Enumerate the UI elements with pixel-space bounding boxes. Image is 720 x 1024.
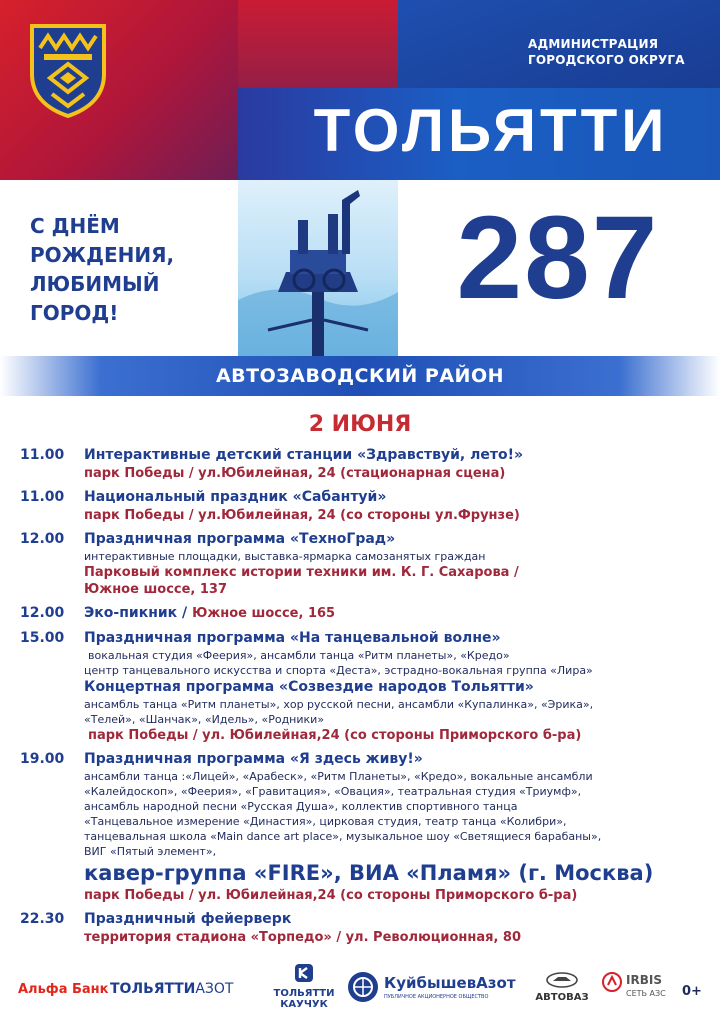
- event-item: [20, 530, 710, 598]
- city-title: ТОЛЬЯТТИ: [313, 97, 669, 164]
- event-title: Праздничная программа «На танцевальной волне»: [84, 630, 501, 646]
- alfa-bank-logo: Альфа Банк: [18, 982, 109, 997]
- event-item: [20, 488, 710, 524]
- event-description: вокальная студия «Феерия», ансамбли танца «Ритм планеты», «Кредо»: [88, 649, 510, 662]
- admin-line-2: ГОРОДСКОГО ОКРУГА: [528, 53, 685, 67]
- event-description: «Телей», «Шанчак», «Идель», «Родники»: [84, 713, 325, 726]
- event-time: 11.00: [20, 489, 65, 505]
- event-item: [20, 446, 710, 482]
- event-title: Праздничная программа «Я здесь живу!»: [84, 751, 423, 767]
- event-title-line: [84, 604, 710, 623]
- kauchuk-line-1: ТОЛЬЯТТИ: [273, 988, 335, 999]
- anniversary-number: 287: [456, 192, 660, 324]
- event-location: парк Победы / ул.Юбилейная, 24 (стационарная сцена): [84, 466, 506, 481]
- greeting-line-1: С ДНЁМ: [30, 214, 120, 238]
- age-rating: 0+: [682, 984, 702, 999]
- lada-boat-icon: [545, 972, 579, 988]
- kuibyshevazot-subtitle: ПУБЛИЧНОЕ АКЦИОНЕРНОЕ ОБЩЕСТВО: [384, 994, 489, 1000]
- event-location-continued: Южное шоссе, 137: [84, 582, 228, 597]
- avtovaz-name: АВТОВАЗ: [535, 992, 589, 1003]
- togliattiazot-part-2: АЗОТ: [195, 981, 234, 997]
- event-time: 12.00: [20, 605, 65, 621]
- event-item: [20, 750, 710, 904]
- event-description: центр танцевального искусства и спорта «Деста», эстрадно-вокальная группа «Лира»: [84, 664, 593, 677]
- event-description: ансамбль народной песни «Русская Душа», коллектив спортивного танца: [84, 800, 518, 813]
- event-location: парк Победы / ул.Юбилейная, 24 (со стороны ул.Фрунзе): [84, 508, 520, 523]
- kuibyshevazot-emblem-icon: [346, 970, 380, 1004]
- event-location: Парковый комплекс истории техники им. К. Г. Сахарова /: [84, 565, 519, 580]
- event-title: Эко-пикник: [84, 605, 178, 621]
- event-title: Праздничная программа «ТехноГрад»: [84, 531, 396, 547]
- event-description: «Калейдоскоп», «Феерия», «Гравитация», «Овация», театральная студия «Триумф»,: [84, 785, 582, 798]
- event-location: парк Победы / ул. Юбилейная,24 (со стороны Приморского б-ра): [88, 728, 582, 743]
- irbis-name: IRBIS: [626, 973, 662, 987]
- title-separator: /: [177, 605, 193, 621]
- event-time: 11.00: [20, 447, 65, 463]
- irbis-emblem-icon: [602, 972, 622, 992]
- headliner-title: кавер-группа «FIRE», ВИА «Пламя» (г. Москва): [84, 861, 654, 885]
- irbis-subtitle: СЕТЬ АЗС: [626, 989, 666, 998]
- monument-illustration-icon: [238, 180, 398, 356]
- togliattiazot-part-1: ТОЛЬЯТТИ: [110, 981, 196, 997]
- event-description: интерактивные площадки, выставка-ярмарка самозанятых граждан: [84, 550, 486, 563]
- event-description: ансамбли танца :«Лицей», «Арабеск», «Ритм Планеты», «Кредо», вокальные ансамбли: [84, 770, 593, 783]
- administration-label: [528, 36, 685, 68]
- event-schedule: [20, 446, 710, 952]
- district-banner: [0, 356, 720, 396]
- event-description: ансамбль танца «Ритм планеты», хор русской песни, ансамбли «Купалинка», «Эрика»,: [84, 698, 594, 711]
- greeting-line-2: РОЖДЕНИЯ,: [30, 243, 175, 267]
- event-item: [20, 604, 710, 623]
- city-coat-of-arms-icon: [28, 22, 108, 118]
- togliattikauchuk-logo: [270, 962, 338, 1010]
- greeting-line-4: ГОРОД!: [30, 301, 119, 325]
- togliattiazot-logo: [110, 981, 233, 997]
- sponsor-logos: [18, 960, 708, 1014]
- event-date: 2 ИЮНЯ: [308, 412, 412, 437]
- kauchuk-emblem-icon: [293, 962, 315, 984]
- event-subtitle: Концертная программа «Созвездие народов Тольятти»: [84, 679, 534, 695]
- event-description: ВИГ «Пятый элемент»,: [84, 845, 217, 858]
- admin-line-1: АДМИНИСТРАЦИЯ: [528, 37, 659, 51]
- event-title: Национальный праздник «Сабантуй»: [84, 489, 387, 505]
- event-time: 19.00: [20, 751, 65, 767]
- event-description: «Танцевальное измерение «Династия», цирковая студия, театр танца «Колибри»,: [84, 815, 567, 828]
- event-time: 22.30: [20, 911, 65, 927]
- monument-photo: [238, 180, 398, 356]
- birthday-greeting: [30, 212, 230, 328]
- kuibyshevazot-name: КуйбышевАзот: [384, 974, 516, 992]
- event-title: Интерактивные детский станции «Здравствуй, лето!»: [84, 447, 524, 463]
- event-location: Южное шоссе, 165: [192, 606, 336, 621]
- avtovaz-logo: [532, 972, 592, 1004]
- event-item: [20, 910, 710, 946]
- event-time: 12.00: [20, 531, 65, 547]
- event-description: танцевальная школа «Main dance art place», музыкальное шоу «Светящиеся барабаны»,: [84, 830, 602, 843]
- greeting-line-3: ЛЮБИМЫЙ: [30, 272, 160, 296]
- event-location: парк Победы / ул. Юбилейная,24 (со стороны Приморского б-ра): [84, 888, 578, 903]
- event-location: территория стадиона «Торпедо» / ул. Революционная, 80: [84, 930, 522, 945]
- event-time: 15.00: [20, 630, 65, 646]
- event-item: [20, 629, 710, 744]
- event-title: Праздничный фейерверк: [84, 911, 292, 927]
- district-title: АВТОЗАВОДСКИЙ РАЙОН: [215, 365, 505, 387]
- kauchuk-line-2: КАУЧУК: [280, 999, 328, 1010]
